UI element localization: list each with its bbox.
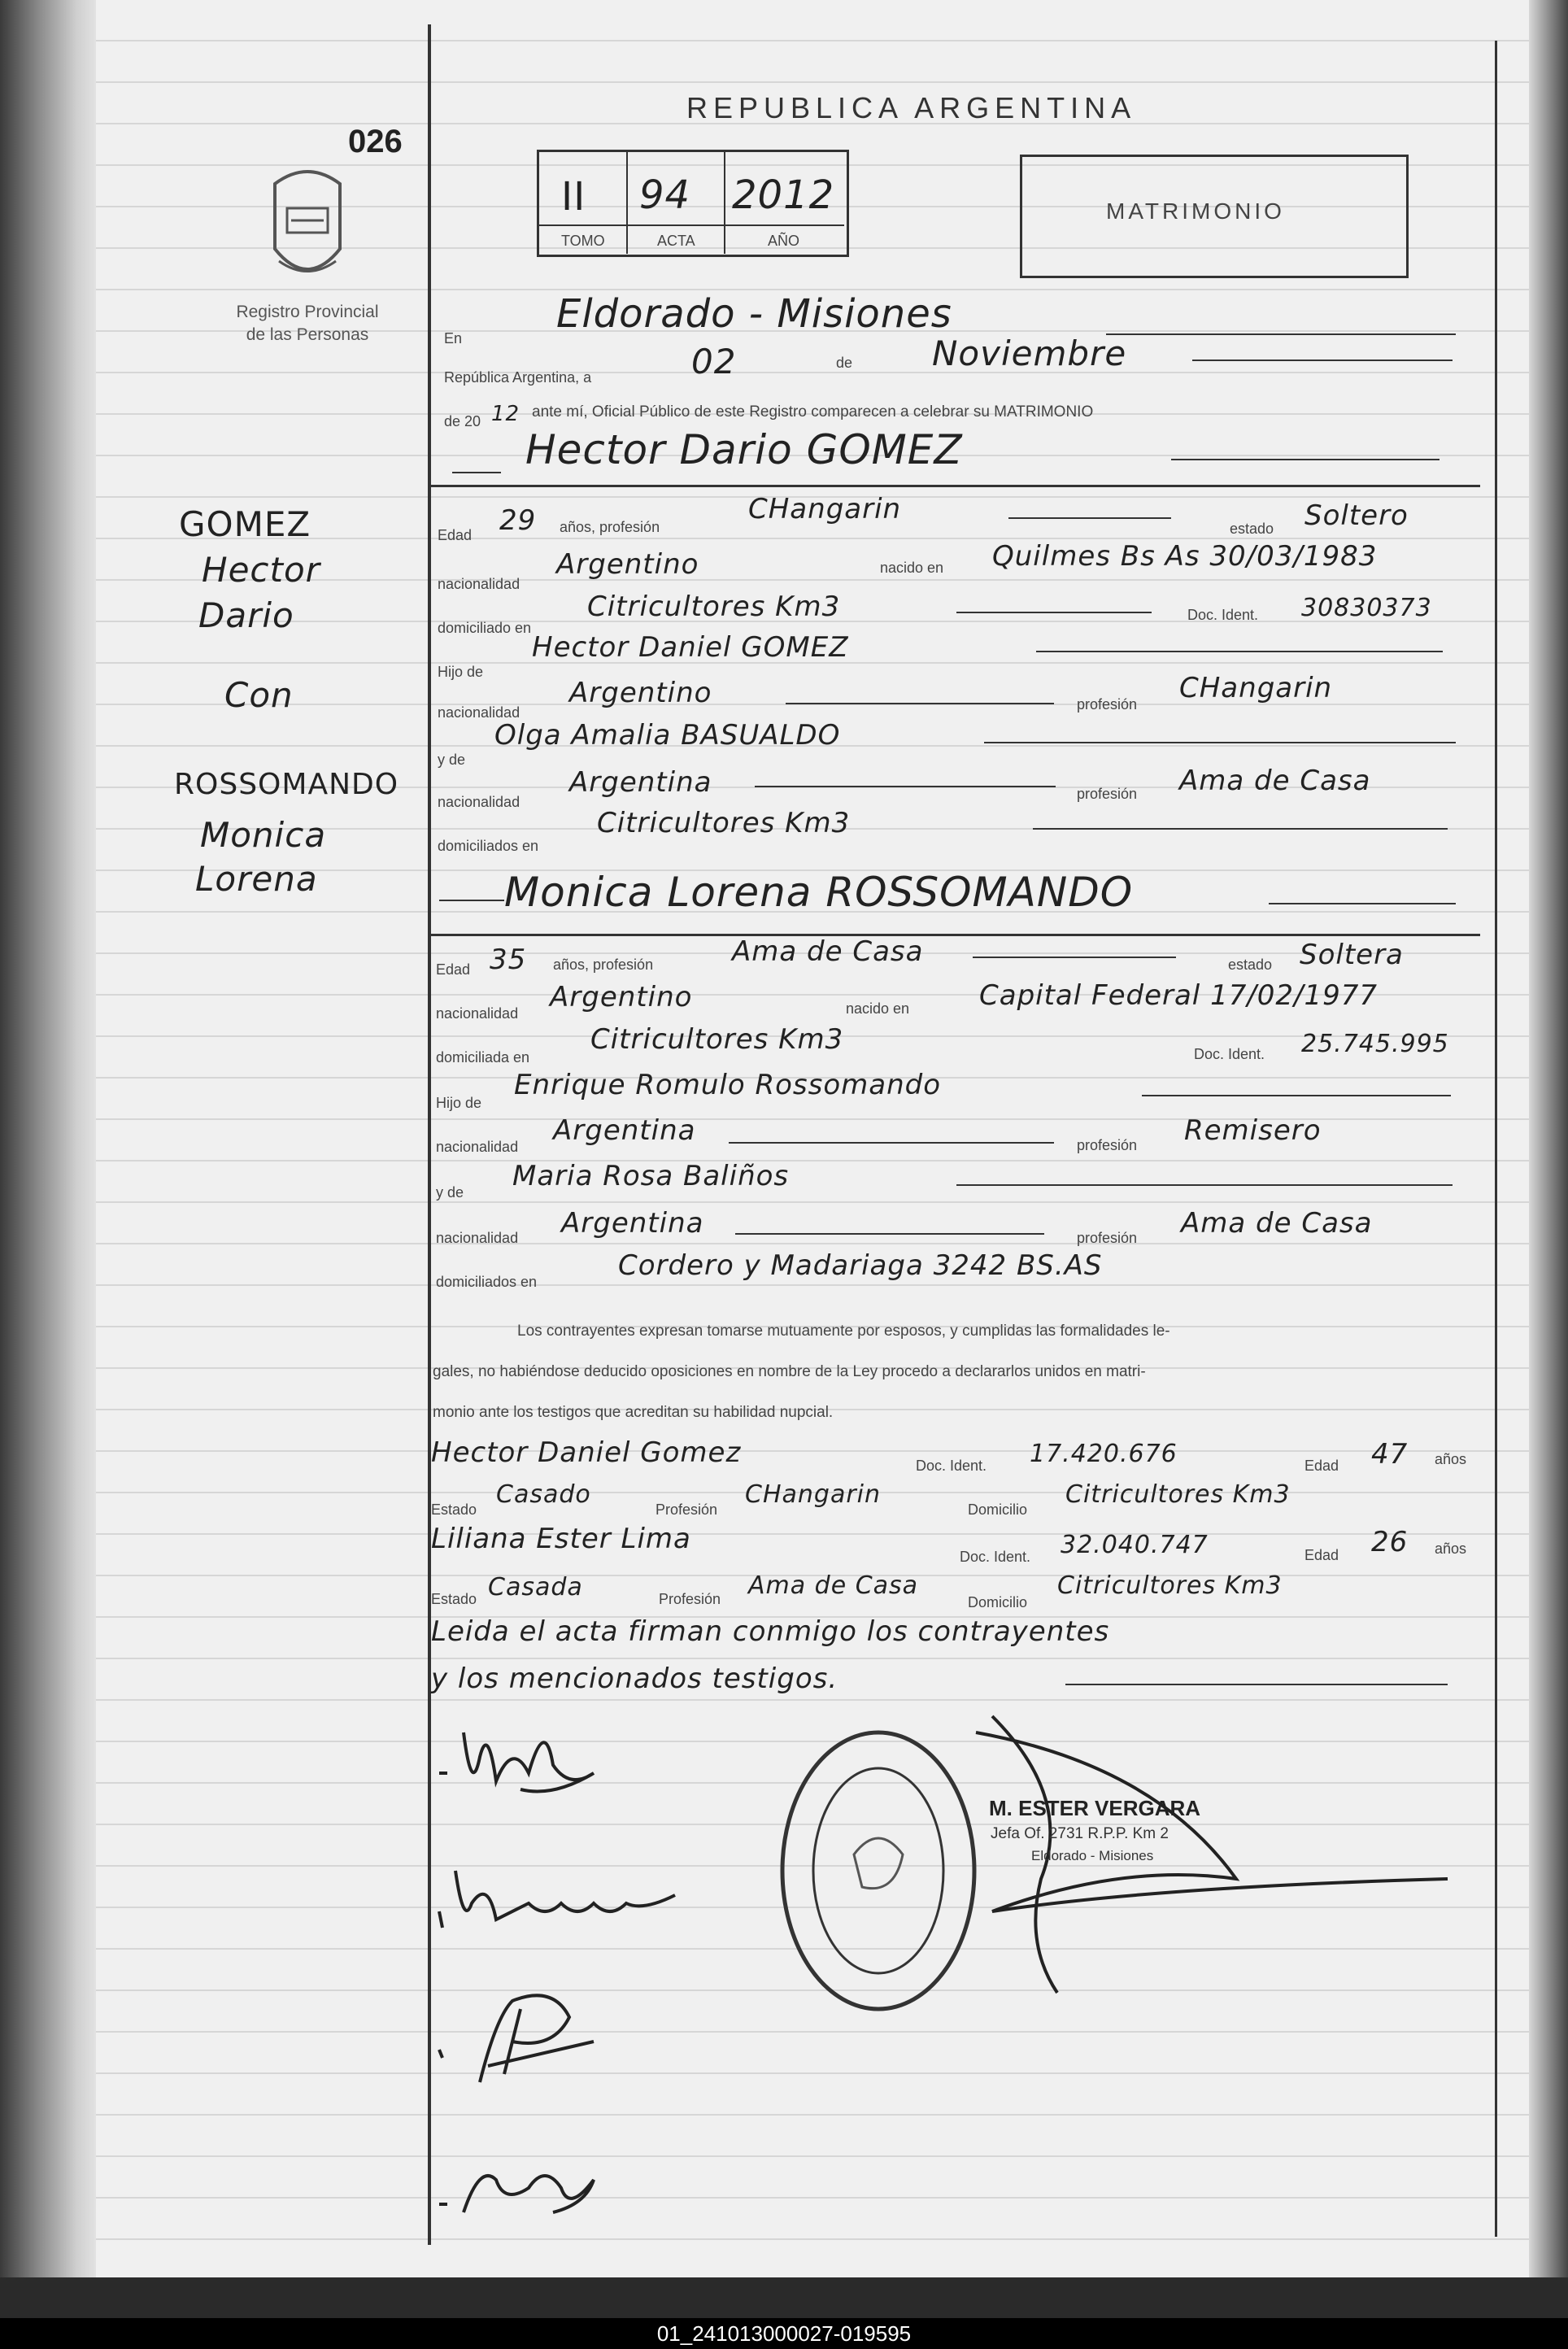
field-line bbox=[1033, 828, 1448, 830]
groom-nationality: Argentino bbox=[556, 548, 699, 581]
groom-edad-label: Edad bbox=[438, 527, 473, 543]
bride-father: Enrique Romulo Rossomando bbox=[514, 1069, 942, 1101]
witness1-dom-label: Domicilio bbox=[968, 1501, 1028, 1518]
bride-father-prof: Remisero bbox=[1184, 1114, 1322, 1147]
witness1-profession: CHangarin bbox=[745, 1480, 882, 1509]
groom-estado: Soltero bbox=[1304, 499, 1409, 532]
groom-father-prof: CHangarin bbox=[1179, 672, 1333, 704]
witness1-estado: Casado bbox=[496, 1480, 591, 1509]
declaration-line3: monio ante los testigos que acreditan su habilidad nupcial. bbox=[433, 1404, 834, 1421]
field-line bbox=[735, 1233, 1044, 1235]
margin-note-line3: Dario bbox=[198, 595, 294, 635]
bride-doc-label: Doc. Ident. bbox=[1194, 1046, 1265, 1062]
groom-father: Hector Daniel GOMEZ bbox=[532, 631, 849, 664]
record-id-underline bbox=[538, 224, 844, 226]
record-id-divider bbox=[626, 151, 628, 254]
field-line bbox=[786, 703, 1054, 704]
groom-mother-nac-label: nacionalidad bbox=[438, 794, 520, 810]
witness2-edad-label: Edad bbox=[1304, 1547, 1339, 1563]
field-line bbox=[956, 612, 1152, 613]
de-label: de bbox=[836, 355, 853, 371]
witness2-doc-label: Doc. Ident. bbox=[960, 1549, 1031, 1565]
witness2-estado: Casada bbox=[488, 1573, 583, 1602]
bride-mother-nat: Argentina bbox=[561, 1207, 704, 1240]
groom-nacido-label: nacido en bbox=[880, 560, 944, 576]
section-divider bbox=[431, 485, 1480, 487]
margin-note-line2: Hector bbox=[202, 550, 320, 590]
margin-note-line4: Con bbox=[224, 675, 294, 715]
groom-mother-prof-label: profesión bbox=[1077, 786, 1138, 802]
closing-line bbox=[1065, 1684, 1448, 1685]
groom-hijo-label: Hijo de bbox=[438, 664, 484, 680]
year-suffix: 12 bbox=[491, 402, 520, 426]
groom-estado-label: estado bbox=[1230, 521, 1274, 537]
place: Eldorado - Misiones bbox=[556, 291, 952, 337]
bride-father-nac-label: nacionalidad bbox=[436, 1139, 519, 1155]
bride-doc: 25.745.995 bbox=[1301, 1030, 1449, 1058]
name-line bbox=[1171, 459, 1440, 460]
bride-mother-prof: Ama de Casa bbox=[1181, 1207, 1373, 1240]
field-line bbox=[984, 742, 1456, 743]
tomo-label: TOMO bbox=[561, 233, 605, 249]
groom-parents-dom: Citricultores Km3 bbox=[597, 807, 851, 839]
closing-line2: y los mencionados testigos. bbox=[431, 1663, 838, 1695]
margin-note-line7: Lorena bbox=[195, 859, 318, 899]
closing-line1: Leida el acta firman conmigo los contrayentes bbox=[431, 1615, 1110, 1648]
field-line bbox=[973, 957, 1176, 958]
bride-parents-dom: Cordero y Madariaga 3242 BS.AS bbox=[618, 1249, 1103, 1282]
witness2-doc: 32.040.747 bbox=[1061, 1531, 1209, 1559]
book-binding bbox=[0, 0, 96, 2277]
witness1-edad-label: Edad bbox=[1304, 1458, 1339, 1474]
signature-bride bbox=[431, 1854, 691, 1944]
groom-doc: 30830373 bbox=[1301, 594, 1432, 622]
official-name: M. ESTER VERGARA bbox=[989, 1796, 1201, 1820]
bride-hijo-label: Hijo de bbox=[436, 1095, 482, 1111]
right-border bbox=[1495, 41, 1497, 2237]
bride-name: Monica Lorena ROSSOMANDO bbox=[504, 869, 1134, 916]
groom-father-nat: Argentino bbox=[569, 677, 712, 709]
groom-father-nac-label: nacionalidad bbox=[438, 704, 520, 721]
witness2-prof-label: Profesión bbox=[659, 1591, 721, 1607]
signature-witness1 bbox=[431, 1985, 626, 2090]
bride-anos-prof-label: años, profesión bbox=[553, 957, 654, 973]
seal-text bbox=[781, 2017, 1133, 2027]
place-line bbox=[1106, 333, 1456, 335]
witness2-domicile: Citricultores Km3 bbox=[1057, 1571, 1283, 1600]
bride-yde-label: y de bbox=[436, 1184, 464, 1201]
field-line bbox=[956, 1184, 1453, 1186]
bride-age: 35 bbox=[490, 944, 527, 976]
groom-age: 29 bbox=[499, 504, 537, 537]
intro-text: ante mí, Oficial Público de este Registro comparecen a celebrar su MATRIMONIO bbox=[532, 403, 1094, 421]
field-line bbox=[1036, 651, 1443, 652]
groom-mother-nat: Argentina bbox=[569, 766, 712, 799]
en-label: En bbox=[444, 330, 463, 346]
groom-mother: Olga Amalia BASUALDO bbox=[494, 719, 841, 752]
name-line bbox=[452, 472, 501, 473]
signature-witness2 bbox=[431, 2147, 626, 2229]
witness1-anos-label: años bbox=[1435, 1451, 1467, 1467]
groom-yde-label: y de bbox=[438, 752, 466, 768]
groom-birth: Quilmes Bs As 30/03/1983 bbox=[992, 540, 1378, 573]
witness1-prof-label: Profesión bbox=[656, 1501, 718, 1518]
bride-dom-label: domiciliada en bbox=[436, 1049, 530, 1066]
anio-value: 2012 bbox=[732, 172, 835, 218]
bride-nacido-label: nacido en bbox=[846, 1000, 910, 1017]
groom-doc-label: Doc. Ident. bbox=[1187, 607, 1259, 623]
day: 02 bbox=[691, 342, 737, 381]
bride-birth: Capital Federal 17/02/1977 bbox=[979, 979, 1379, 1012]
year-prefix: de 20 bbox=[444, 413, 481, 429]
witness1-doc-label: Doc. Ident. bbox=[916, 1458, 987, 1474]
official-line2: Jefa Of. 2731 R.P.P. Km 2 bbox=[991, 1825, 1169, 1842]
bride-father-nat: Argentina bbox=[553, 1114, 696, 1147]
groom-anos-prof-label: años, profesión bbox=[560, 519, 660, 535]
margin-note-line1: GOMEZ bbox=[179, 504, 311, 544]
witness2-name: Liliana Ester Lima bbox=[431, 1523, 691, 1555]
bride-estado-label: estado bbox=[1228, 957, 1273, 973]
witness1-age: 47 bbox=[1371, 1438, 1409, 1471]
record-id-divider bbox=[724, 151, 725, 254]
groom-father-prof-label: profesión bbox=[1077, 696, 1138, 713]
witness2-age: 26 bbox=[1371, 1526, 1409, 1558]
witness1-domicile: Citricultores Km3 bbox=[1065, 1480, 1291, 1509]
name-line bbox=[439, 900, 504, 901]
witness1-name: Hector Daniel Gomez bbox=[431, 1436, 742, 1469]
field-line bbox=[755, 786, 1056, 787]
margin-note-line5: ROSSOMANDO bbox=[174, 768, 399, 801]
bride-parents-dom-label: domiciliados en bbox=[436, 1274, 538, 1290]
groom-dom-label: domiciliado en bbox=[438, 620, 532, 636]
country-heading: REPUBLICA ARGENTINA bbox=[686, 91, 1137, 124]
field-line bbox=[729, 1142, 1054, 1144]
groom-name: Hector Dario GOMEZ bbox=[525, 426, 963, 473]
groom-parents-dom-label: domiciliados en bbox=[438, 838, 539, 854]
month: Noviembre bbox=[932, 333, 1127, 373]
declaration-line2: gales, no habiéndose deducido oposiciones en nombre de la Ley procedo a declararlos unidos en matri- bbox=[433, 1363, 1146, 1380]
witness2-anos-label: años bbox=[1435, 1541, 1467, 1557]
seal-caption: Registro Provincial de las Personas bbox=[236, 303, 379, 344]
name-line bbox=[1269, 903, 1456, 904]
acta-label: ACTA bbox=[657, 233, 695, 249]
page-edge bbox=[1529, 0, 1568, 2277]
bride-domicile: Citricultores Km3 bbox=[590, 1023, 844, 1056]
witness1-doc: 17.420.676 bbox=[1030, 1440, 1178, 1468]
bride-mother-nac-label: nacionalidad bbox=[436, 1230, 519, 1246]
bride-nationality: Argentino bbox=[550, 981, 693, 1013]
acta-value: 94 bbox=[639, 172, 691, 218]
bride-edad-label: Edad bbox=[436, 961, 471, 978]
image-id-caption: 01_241013000027-019595 bbox=[0, 2318, 1568, 2349]
groom-domicile: Citricultores Km3 bbox=[587, 591, 841, 623]
signature-groom bbox=[431, 1708, 626, 1814]
bride-mother: Maria Rosa Baliños bbox=[512, 1160, 790, 1192]
registry-number: 026 bbox=[348, 124, 403, 159]
groom-nac-label: nacionalidad bbox=[438, 576, 520, 592]
witness2-estado-label: Estado bbox=[431, 1591, 477, 1607]
anio-label: AÑO bbox=[768, 233, 800, 249]
witness1-estado-label: Estado bbox=[431, 1501, 477, 1518]
bride-estado: Soltera bbox=[1300, 939, 1404, 971]
groom-profession: CHangarin bbox=[748, 493, 902, 525]
provincial-seal-icon bbox=[259, 159, 356, 298]
margin-note-line6: Monica bbox=[200, 815, 327, 855]
official-signature bbox=[911, 1700, 1480, 2009]
bride-nac-label: nacionalidad bbox=[436, 1005, 519, 1022]
bride-mother-prof-label: profesión bbox=[1077, 1230, 1138, 1246]
tomo-value: II bbox=[561, 174, 586, 220]
rep-label: República Argentina, a bbox=[444, 369, 592, 386]
witness2-profession: Ama de Casa bbox=[748, 1571, 919, 1600]
bride-profession: Ama de Casa bbox=[732, 935, 924, 968]
month-line bbox=[1192, 360, 1453, 361]
groom-mother-prof: Ama de Casa bbox=[1179, 765, 1371, 797]
witness2-dom-label: Domicilio bbox=[968, 1594, 1028, 1610]
declaration-line1: Los contrayentes expresan tomarse mutuamente por esposos, y cumplidas las formalidades le- bbox=[517, 1323, 1170, 1340]
act-type: MATRIMONIO bbox=[1106, 198, 1285, 224]
field-line bbox=[1142, 1095, 1451, 1096]
section-divider bbox=[431, 934, 1480, 936]
official-line3: Eldorado - Misiones bbox=[1031, 1848, 1154, 1863]
bride-father-prof-label: profesión bbox=[1077, 1137, 1138, 1153]
field-line bbox=[1008, 517, 1171, 519]
